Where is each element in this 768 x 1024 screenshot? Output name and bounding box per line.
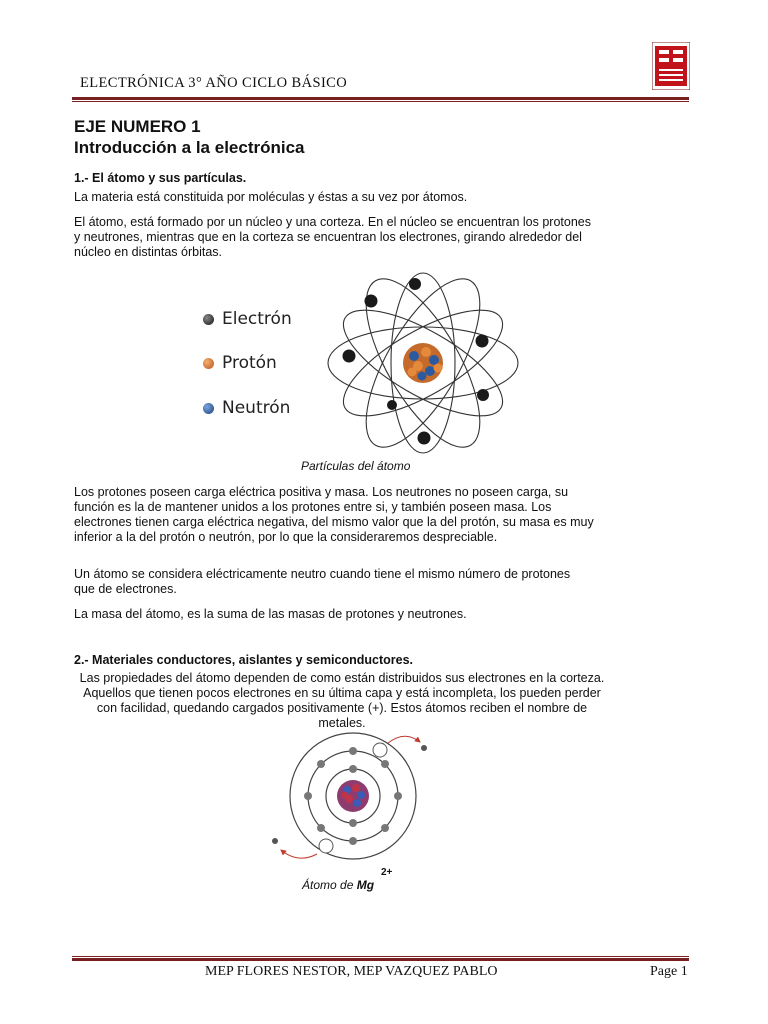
neutron-icon — [203, 403, 214, 414]
magnesium-atom-diagram — [265, 728, 445, 868]
electron-icon — [203, 314, 214, 325]
eb-logo-icon — [652, 42, 690, 90]
paragraph: La masa del átomo, es la suma de las masas de protones y neutrones. — [74, 607, 467, 621]
legend-item-electron: Electrón — [203, 308, 292, 330]
section-heading: 1.- El átomo y sus partículas. — [74, 171, 247, 185]
footer-divider — [72, 956, 689, 961]
paragraph: Las propiedades del átomo dependen de como están distribuidos sus electrones en la corteza. Aquellos que tienen pocos electrones en su última capa y está incompleta, los pueden perder con facilidad, quedando cargados positivamente (+). Estos átomos reciben el nombre de metales. — [79, 671, 605, 730]
paragraph: Los protones poseen carga eléctrica positiva y masa. Los neutrones no poseen carga, su función es la de mantener unidos a los protones entre si, y también poseen masa. Los electrones tienen carga eléctrica negativa, del mismo valor que la del protón, su masa es muy inferior a la del protón o neutrón, por lo que la consideraremos despreciable. — [74, 485, 594, 544]
figure-caption-mg: Átomo de Mg — [302, 878, 375, 892]
paragraph: La materia está constituida por moléculas y éstas a su vez por átomos. — [74, 190, 468, 204]
proton-icon — [203, 358, 214, 369]
page-number: Page 1 — [650, 964, 688, 979]
legend-item-proton: Protón — [203, 352, 277, 374]
footer-authors: MEP FLORES NESTOR, MEP VAZQUEZ PABLO — [205, 964, 498, 979]
section-heading: 2.- Materiales conductores, aislantes y semiconductores. — [74, 653, 414, 667]
paragraph: Un átomo se considera eléctricamente neutro cuando tiene el mismo número de protones que de electrones. — [74, 567, 571, 596]
charge-superscript: 2+ — [381, 867, 393, 878]
figure-caption: Partículas del átomo — [301, 459, 411, 473]
document-header-title: ELECTRÓNICA 3° AÑO CICLO BÁSICO — [80, 75, 348, 91]
header-divider — [72, 97, 689, 102]
legend-item-neutron: Neutrón — [203, 397, 290, 419]
page-subtitle: Introducción a la electrónica — [74, 138, 305, 157]
atom-illustration — [318, 268, 528, 454]
paragraph: El átomo, está formado por un núcleo y una corteza. En el núcleo se encuentran los protones y neutrones, mientras que en la corteza se encuentran los electrones, girando alrededor del núcleo en distintas órbitas. — [74, 215, 591, 259]
page-title: EJE NUMERO 1 — [74, 117, 201, 136]
